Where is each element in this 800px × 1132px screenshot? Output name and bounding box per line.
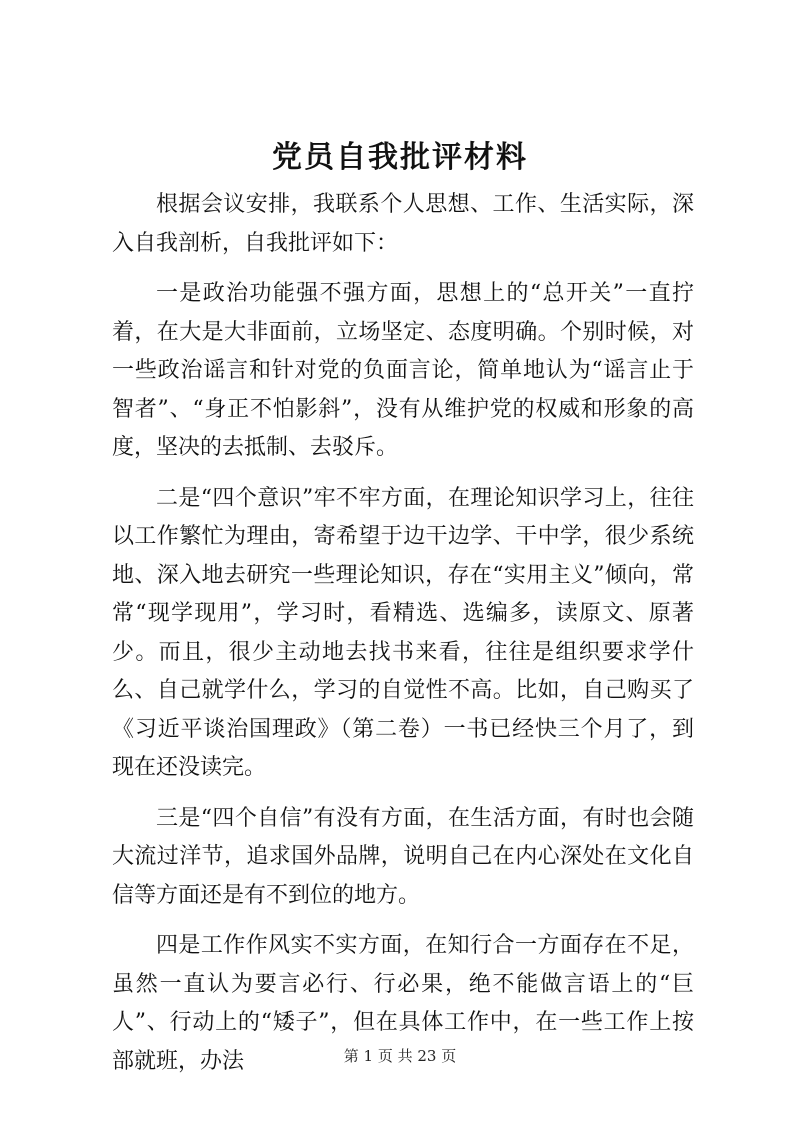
paragraph-intro: 根据会议安排，我联系个人思想、工作、生活实际，深入自我剖析，自我批评如下： — [112, 192, 694, 256]
paragraph-four-consciousness: 二是“四个意识”牢不牢方面，在理论知识学习上，往往以工作繁忙为理由，寄希望于边干边学、干中学，很少系统地、深入地去研究一些理论知识，存在“实用主义”倾向，常常“现学现用”，学习时，看精选、选编多，读原文、原著少。而且，很少主动地去找书来看，往往是组织要求学什么、自己就学什么，学习的自觉性不高。比如，自己购买了《习近平谈治国理政》（第二卷）一书已经快三个月了，到现在还没读完。 — [112, 485, 694, 780]
document-body — [112, 186, 694, 1093]
page-number-footer: 第 1 页 共 23 页 — [343, 1047, 457, 1065]
paragraph-political-function: 一是政治功能强不强方面，思想上的“总开关”一直拧着，在大是大非面前，立场坚定、态度明确。个别时候，对一些政治谣言和针对党的负面言论，简单地认为“谣言止于智者”、“身正不怕影斜”，没有从维护党的权威和形象的高度，坚决的去抵制、去驳斥。 — [112, 281, 694, 460]
document-title: 党员自我批评材料 — [272, 140, 528, 175]
paragraph-work-style: 四是工作作风实不实方面，在知行合一方面存在不足，虽然一直认为要言必行、行必果，绝不能做言语上的“巨人”、行动上的“矮子”，但在具体工作中，在一些工作上按部就班，办法 — [112, 933, 694, 1074]
paragraph-four-confidence: 三是“四个自信”有没有方面，在生活方面，有时也会随大流过洋节，追求国外品牌，说明自己在内心深处在文化自信等方面还是有不到位的地方。 — [112, 805, 694, 908]
